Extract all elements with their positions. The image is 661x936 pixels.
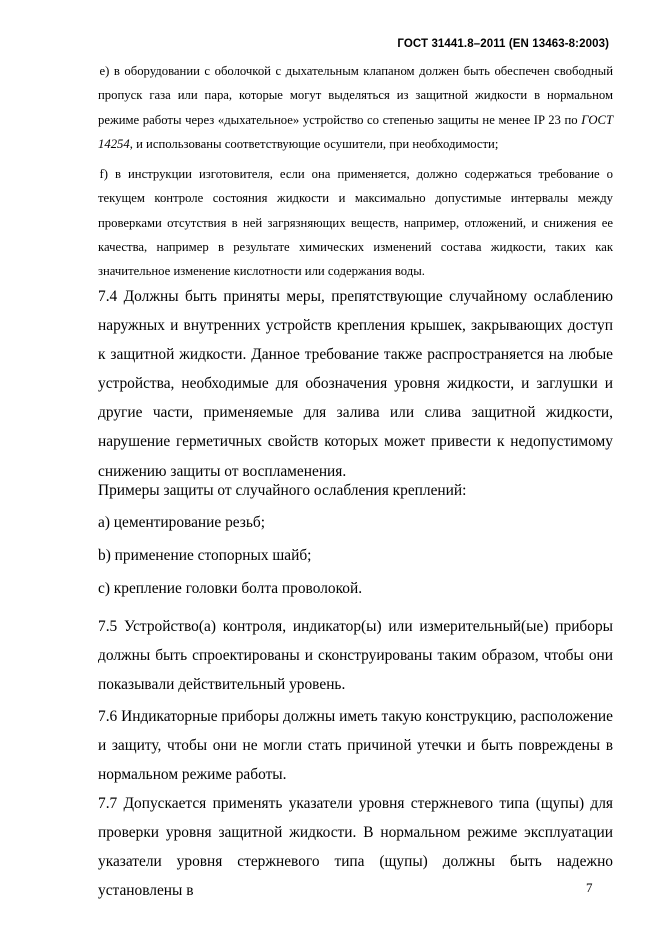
- page-number: 7: [586, 880, 593, 895]
- example-item: с) крепление головки болта проволокой.: [98, 580, 363, 597]
- item-e-text-end: , и использованы соответствующие осушители, при необходимости;: [129, 136, 499, 151]
- item-e-text: е) в оборудовании с оболочкой с дыхательным клапаном должен быть обеспечен свободный пропуск газа или пара, которые могут выделяться из защитной жидкости в нормальном режиме работы через «дыхательное» устройство со степенью защиты не менее IP 23 по: [98, 64, 613, 127]
- section-7-5-paragraph: 7.5 Устройство(а) контроля, индикатор(ы) или измерительный(ые) приборы должны быть спроектированы и сконструированы таким образом, чтобы они показывали действительный уровень.: [98, 618, 613, 694]
- example-item: а) цементирование резьб;: [98, 514, 265, 531]
- examples-intro: Примеры защиты от случайного ослабления креплений:: [98, 482, 467, 499]
- item-e-paragraph: [98, 59, 613, 156]
- example-item: b) применение стопорных шайб;: [98, 547, 312, 564]
- section-7-6-paragraph: 7.6 Индикаторные приборы должны иметь такую конструкцию, расположение и защиту, чтобы они не могли стать причиной утечки и быть повреждены в нормальном режиме работы.: [98, 708, 613, 784]
- section-7-4-paragraph: 7.4 Должны быть приняты меры, препятствующие случайному ослаблению наружных и внутренних устройств крепления крышек, закрывающих доступ к защитной жидкости. Данное требование также распространяется на любые устройства, необходимые для обозначения уровня жидкости, и заглушки и другие части, применяемые для залива или слива защитной жидкости, нарушение герметичных свойств которых может привести к недопустимому снижению защиты от воспламенения.: [98, 288, 613, 480]
- standard-header: ГОСТ 31441.8–2011 (EN 13463-8:2003): [397, 38, 609, 50]
- item-f-paragraph: f) в инструкции изготовителя, если она применяется, должно содержаться требование о текущем контроле состояния жидкости и максимально допустимые интервалы между проверками отсутствия в ней загрязняющих веществ, например, отложений, и снижения ее качества, например в результате химических изменений состава жидкости, таких как значительное изменение кислотности или содержания воды.: [98, 167, 613, 279]
- item-e-reference: ГОСТ 14254: [98, 112, 613, 151]
- section-7-7-paragraph: 7.7 Допускается применять указатели уровня стержневого типа (щупы) для проверки уровня защитной жидкости. В нормальном режиме эксплуатации указатели уровня стержневого типа (щупы) должны быть надежно установлены в: [98, 795, 613, 900]
